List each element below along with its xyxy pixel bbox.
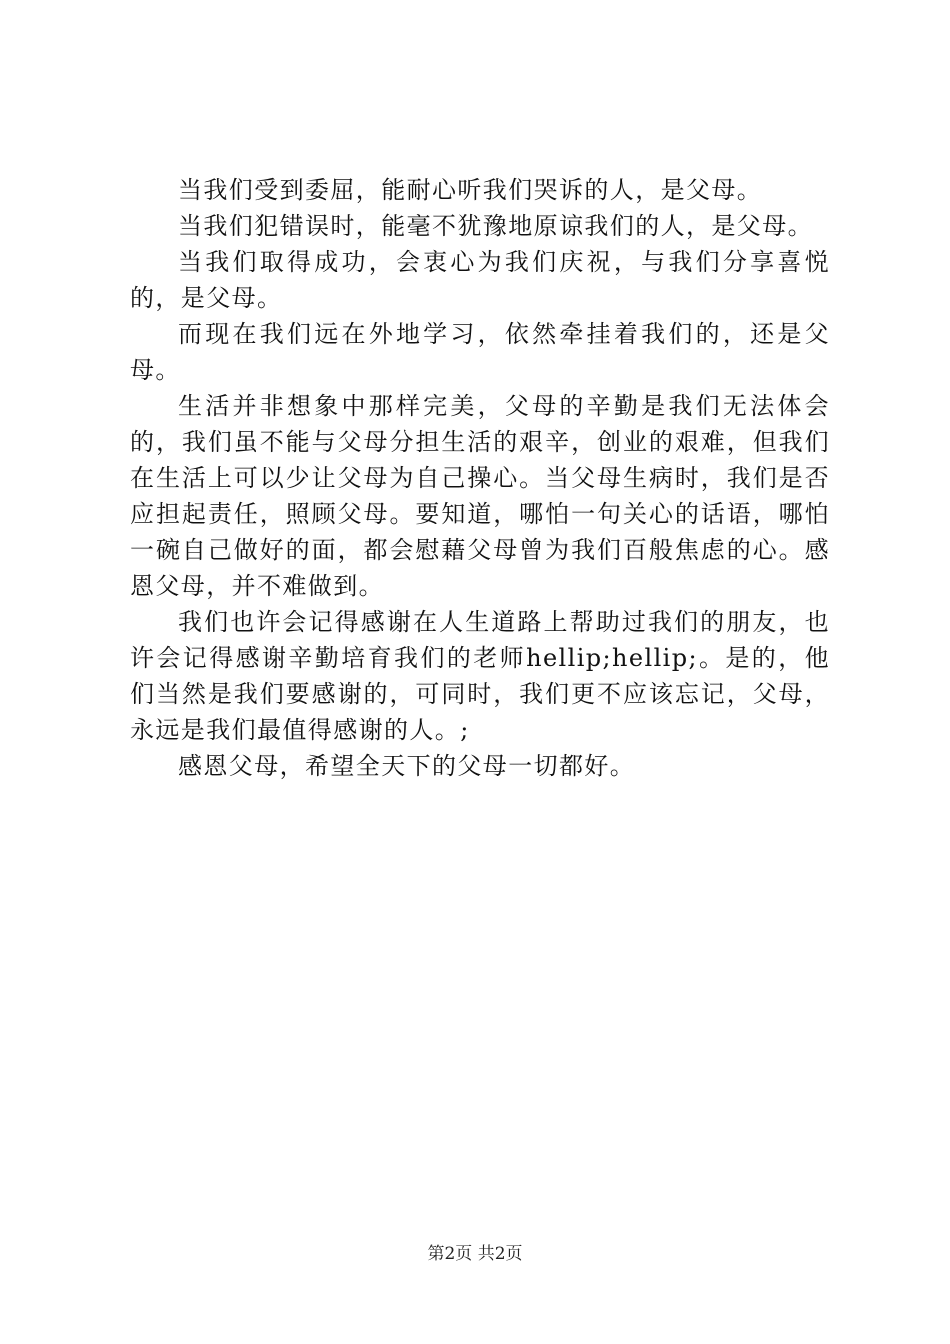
paragraph: 当我们犯错误时，能毫不犹豫地原谅我们的人，是父母。 — [178, 212, 813, 240]
paragraph: 生活并非想象中那样完美，父母的辛勤是我们无法体会的，我们虽不能与父母分担生活的艰辛，创业的艰难，但我们在生活上可以少让父母为自己操心。当父母生病时，我们是否应担起责任，照顾父母。要知道，哪怕一句关心的话语，哪怕一碗自己做好的面，都会慰藉父母曾为我们百般焦虑的心。感恩父母，并不难做到。 — [130, 392, 830, 600]
paragraph: 当我们取得成功，会衷心为我们庆祝，与我们分享喜悦的，是父母。 — [130, 248, 830, 312]
page-number: 第2页 共2页 — [427, 1244, 523, 1264]
paragraph: 我们也许会记得感谢在人生道路上帮助过我们的朋友，也许会记得感谢辛勤培育我们的老师hellip;hellip;。是的，他们当然是我们要感谢的，可同时，我们更不应该忘记，父母，永远是我们最值得感谢的人。; — [130, 608, 830, 744]
document-body — [130, 172, 830, 784]
paragraph: 当我们受到委屈，能耐心听我们哭诉的人，是父母。 — [178, 176, 763, 204]
paragraph: 感恩父母，希望全天下的父母一切都好。 — [178, 752, 636, 780]
page-footer — [0, 1240, 950, 1268]
paragraph: 而现在我们远在外地学习，依然牵挂着我们的，还是父母。 — [130, 320, 830, 384]
